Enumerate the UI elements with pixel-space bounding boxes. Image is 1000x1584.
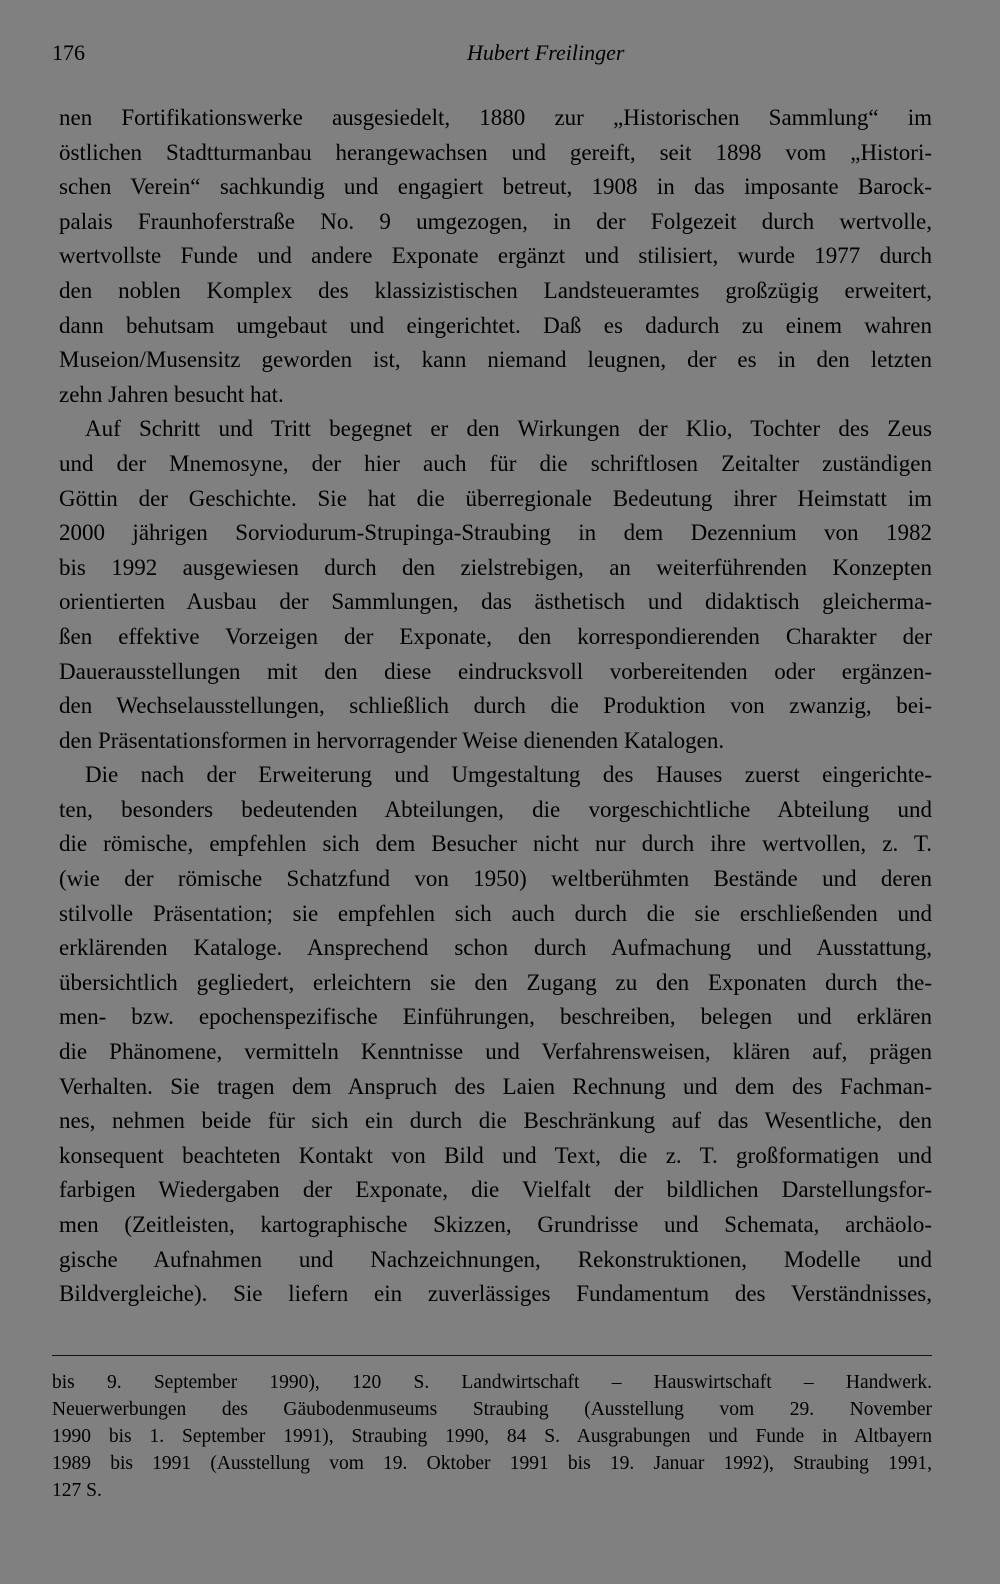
text-line: men- bzw. epochenspezifische Einführungen, beschreiben, belegen und erklären bbox=[59, 1004, 932, 1030]
text-line: bis 1992 ausgewiesen durch den zielstrebigen, an weiterführenden Konzepten bbox=[59, 554, 932, 580]
running-head: Hubert Freilinger bbox=[467, 40, 625, 65]
text-line: palais Fraunhoferstraße No. 9 umgezogen, in der Folgezeit durch wertvolle, bbox=[59, 208, 932, 234]
text-line: nen Fortifikationswerke ausgesiedelt, 1880 zur „Historischen Sammlung“ im bbox=[59, 105, 932, 130]
text-line: und der Mnemosyne, der hier auch für die schriftlosen Zeitalter zuständigen bbox=[59, 450, 932, 476]
text-line: übersichtlich gegliedert, erleichtern sie den Zugang zu den Exponaten durch the- bbox=[59, 969, 932, 995]
text-line: nes, nehmen beide für sich ein durch die Beschränkung auf das Wesentliche, den bbox=[59, 1108, 932, 1134]
text-line: Göttin der Geschichte. Sie hat die überregionale Bedeutung ihrer Heimstatt im bbox=[59, 485, 932, 511]
text-line: dann behutsam umgebaut und eingerichtet. Daß es dadurch zu einem wahren bbox=[59, 312, 932, 338]
text-line: schen Verein“ sachkundig und engagiert betreut, 1908 in das imposante Barock- bbox=[59, 174, 932, 200]
paragraph-2 bbox=[59, 412, 932, 758]
text-line: östlichen Stadtturmanbau herangewachsen und gereift, seit 1898 vom „Histori- bbox=[59, 139, 932, 165]
footnote-line: 1989 bis 1991 (Ausstellung vom 19. Oktober 1991 bis 19. Januar 1992), Straubing 1991, bbox=[52, 1453, 932, 1474]
paragraph-1 bbox=[59, 101, 932, 412]
text-line: 2000 jährigen Sorviodurum-Strupinga-Straubing in dem Dezennium von 1982 bbox=[59, 520, 932, 546]
text-line: die Phänomene, vermitteln Kenntnisse und Verfahrensweisen, klären auf, prägen bbox=[59, 1039, 932, 1065]
text-line: zehn Jahren besucht hat. bbox=[59, 381, 284, 407]
text-line: gische Aufnahmen und Nachzeichnungen, Rekonstruktionen, Modelle und bbox=[59, 1246, 932, 1272]
text-line: ten, besonders bedeutenden Abteilungen, die vorgeschichtliche Abteilung und bbox=[59, 796, 932, 822]
text-line: stilvolle Präsentation; sie empfehlen sich auch durch die sie erschließenden und bbox=[59, 900, 932, 926]
footnote bbox=[52, 1369, 932, 1504]
text-line: Verhalten. Sie tragen dem Anspruch des Laien Rechnung und dem des Fachman- bbox=[59, 1073, 932, 1099]
main-text bbox=[59, 101, 932, 1312]
text-line: Dauerausstellungen mit den diese eindrucksvoll vorbereitenden oder ergänzen- bbox=[59, 658, 932, 684]
footnote-line: 1990 bis 1. September 1991), Straubing 1990, 84 S. Ausgrabungen und Funde in Altbayern bbox=[52, 1426, 932, 1447]
text-line: men (Zeitleisten, kartographische Skizzen, Grundrisse und Schemata, archäolo- bbox=[59, 1212, 932, 1237]
text-line: wertvollste Funde und andere Exponate ergänzt und stilisiert, wurde 1977 durch bbox=[59, 243, 932, 269]
text-line: farbigen Wiedergaben der Exponate, die Vielfalt der bildlichen Darstellungsfor- bbox=[59, 1177, 932, 1203]
text-line: den Präsentationsformen in hervorragender Weise dienenden Katalogen. bbox=[59, 727, 725, 753]
footnote-divider bbox=[52, 1355, 932, 1356]
footnote-line: bis 9. September 1990), 120 S. Landwirtschaft – Hauswirtschaft – Handwerk. bbox=[52, 1372, 932, 1393]
text-line: Die nach der Erweiterung und Umgestaltung des Hauses zuerst eingerichte- bbox=[85, 762, 932, 788]
text-line: Auf Schritt und Tritt begegnet er den Wirkungen der Klio, Tochter des Zeus bbox=[85, 416, 932, 442]
footnote-line: 127 S. bbox=[52, 1480, 102, 1501]
text-line: den noblen Komplex des klassizistischen Landsteueramtes großzügig erweitert, bbox=[59, 277, 932, 303]
text-line: Bildvergleiche). Sie liefern ein zuverlässiges Fundamentum des Verständnisses, bbox=[59, 1281, 932, 1307]
text-line: den Wechselausstellungen, schließlich durch die Produktion von zwanzig, bei- bbox=[59, 693, 932, 719]
text-line: konsequent beachteten Kontakt von Bild und Text, die z. T. großformatigen und bbox=[59, 1142, 932, 1168]
text-line: orientierten Ausbau der Sammlungen, das ästhetisch und didaktisch gleicherma- bbox=[59, 589, 932, 615]
text-line: ßen effektive Vorzeigen der Exponate, den korrespondierenden Charakter der bbox=[59, 623, 932, 649]
page-header bbox=[52, 38, 928, 72]
page-number: 176 bbox=[52, 40, 85, 65]
text-line: Museion/Musensitz geworden ist, kann niemand leugnen, der es in den letzten bbox=[59, 347, 932, 373]
footnote-line: Neuerwerbungen des Gäubodenmuseums Straubing (Ausstellung vom 29. November bbox=[52, 1399, 932, 1420]
text-line: die römische, empfehlen sich dem Besucher nicht nur durch ihre wertvollen, z. T. bbox=[59, 831, 932, 857]
paragraph-3 bbox=[59, 758, 932, 1312]
text-line: erklärenden Kataloge. Ansprechend schon durch Aufmachung und Ausstattung, bbox=[59, 935, 932, 961]
text-line: (wie der römische Schatzfund von 1950) weltberühmten Bestände und deren bbox=[59, 866, 932, 892]
